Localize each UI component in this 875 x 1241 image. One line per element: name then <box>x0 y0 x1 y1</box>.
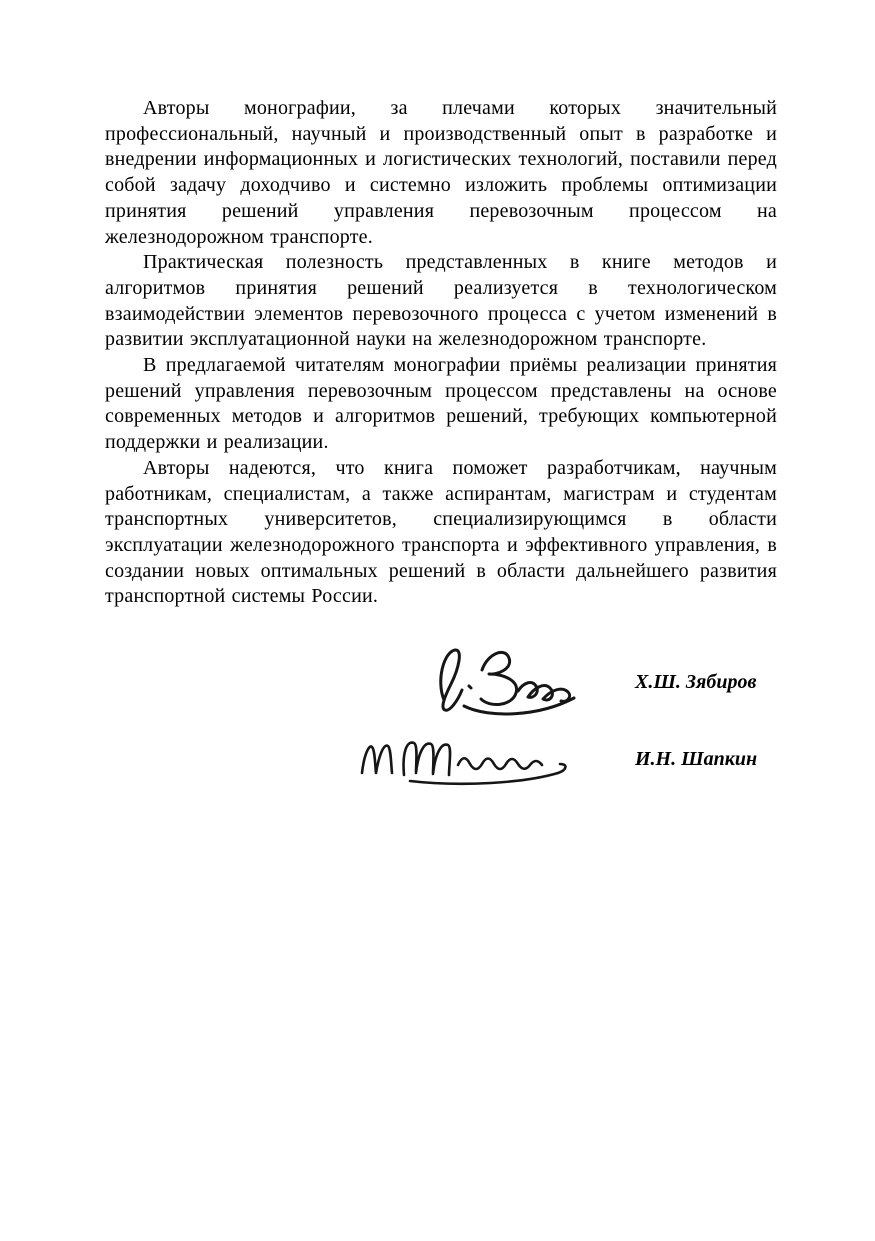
signature-row-zyabirov <box>105 640 777 724</box>
paragraph-practical-value: Практическая полезность представленных в книге методов и алгоритмов принятия решений реализуется в технологическом взаимодействии элементов перевозочного процесса с учетом изменений в развитии эксплуатационной науки на железнодорожном транспорте. <box>105 251 777 351</box>
signature-row-shapkin <box>105 730 777 788</box>
paragraph-authors-hope: Авторы надеются, что книга поможет разработчикам, научным работникам, специалистам, а также аспирантам, магистрам и студентам транспортных университетов, специализирующимся в области эксплуатации железнодорожного транспорта и эффективного управления, в создании новых оптимальных решений в области дальнейшего развития транспортной системы России. <box>105 456 777 608</box>
signatures-section <box>105 640 777 788</box>
text-block <box>105 96 777 610</box>
handwritten-signature-shapkin-icon <box>352 730 580 788</box>
paragraph-methods-offered: В предлагаемой читателям монографии приёмы реализации принятия решений управления перевозочным процессом представлены на основе современных методов и алгоритмов решений, требующих компьютерной поддержки и реализации. <box>105 354 777 454</box>
handwritten-signature-zyabirov-icon <box>428 640 580 724</box>
paragraph-authors-experience: Авторы монографии, за плечами которых значительный профессиональный, научный и производственный опыт в разработке и внедрении информационных и логистических технологий, поставили перед собой задачу доходчиво и системно изложить проблемы оптимизации принятия решений управления перевозочным процессом на железнодорожном транспорте. <box>105 97 777 248</box>
signature-name-zyabirov: Х.Ш. Зябиров <box>635 670 757 693</box>
signature-name-shapkin: И.Н. Шапкин <box>635 747 758 770</box>
